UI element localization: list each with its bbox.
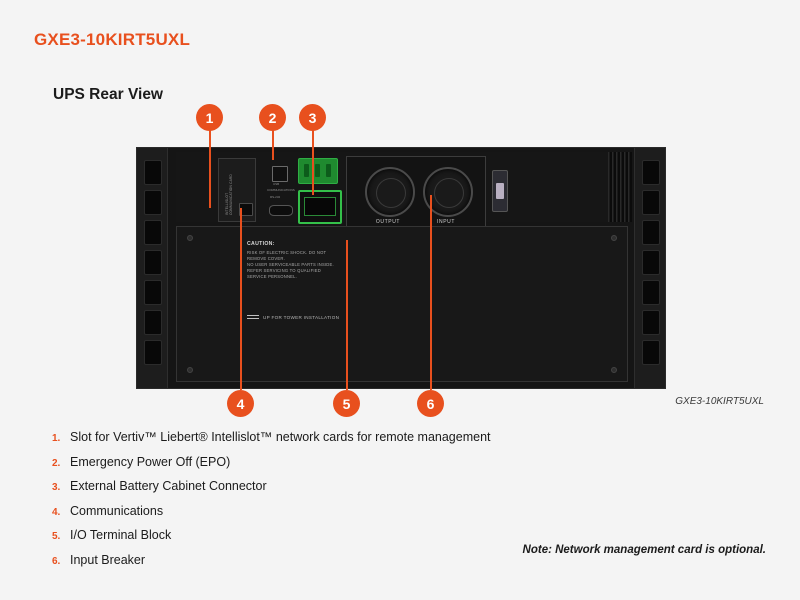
caution-line-5: SERVICE PERSONNEL. bbox=[247, 274, 298, 279]
caution-line-3: NO USER SERVICEABLE PARTS INSIDE. bbox=[247, 262, 334, 267]
service-cover-panel bbox=[176, 226, 628, 382]
legend-number: 3. bbox=[52, 482, 61, 493]
ups-chassis-illustration bbox=[136, 147, 666, 389]
leader-line-3 bbox=[312, 130, 314, 195]
view-subtitle: UPS Rear View bbox=[53, 86, 163, 103]
usb-port-label: USB bbox=[273, 182, 280, 186]
diagram-caption: GXE3-10KIRT5UXL bbox=[675, 396, 764, 407]
leader-line-4 bbox=[240, 208, 242, 390]
external-battery-connector[interactable] bbox=[298, 190, 342, 224]
tower-installation-note bbox=[247, 313, 339, 321]
io-terminal-block[interactable] bbox=[346, 156, 486, 228]
callout-1[interactable] bbox=[196, 104, 223, 131]
leader-line-1 bbox=[209, 130, 211, 208]
intellislot-card-slot[interactable] bbox=[218, 158, 256, 222]
legend-label: Input Breaker bbox=[70, 552, 146, 567]
legend-number: 6. bbox=[52, 555, 61, 567]
callout-1-number: 1 bbox=[205, 109, 214, 126]
input-breaker[interactable] bbox=[492, 170, 508, 212]
communications-label: COMMUNICATIONS bbox=[267, 188, 295, 192]
caution-line-4: REFER SERVICING TO QUALIFIED bbox=[247, 268, 322, 273]
callout-6-number: 6 bbox=[426, 395, 435, 412]
rack-ear-right bbox=[634, 148, 665, 388]
legend-number: 1. bbox=[52, 433, 61, 444]
output-outlet-icon bbox=[365, 167, 415, 217]
input-outlet-label: INPUT bbox=[437, 219, 455, 225]
page-title: GXE3-10KIRT5UXL bbox=[34, 30, 191, 49]
serial-port-icon bbox=[269, 205, 293, 216]
list-item bbox=[52, 528, 612, 542]
legend-label: Communications bbox=[70, 503, 164, 518]
callout-5-number: 5 bbox=[342, 395, 351, 412]
leader-line-6 bbox=[430, 195, 432, 390]
footnote: Note: Network management card is optional. bbox=[522, 544, 766, 556]
leader-line-5 bbox=[346, 240, 348, 390]
caution-line-2: REMOVE COVER. bbox=[247, 256, 285, 261]
caution-line-1: RISK OF ELECTRIC SHOCK. DO NOT bbox=[247, 250, 327, 255]
tower-installation-text: UP FOR TOWER INSTALLATION bbox=[263, 314, 340, 320]
callout-5[interactable] bbox=[333, 390, 360, 417]
legend-label: Slot for Vertiv™ Liebert® Intellislot™ network cards for remote management bbox=[70, 430, 491, 444]
legend-label: Emergency Power Off (EPO) bbox=[70, 454, 231, 469]
rack-ear-left bbox=[137, 148, 168, 388]
output-outlet-label: OUTPUT bbox=[375, 219, 401, 225]
legend-number: 4. bbox=[52, 506, 61, 518]
legend-number: 2. bbox=[52, 457, 61, 469]
callout-4[interactable] bbox=[227, 390, 254, 417]
communications-ports[interactable] bbox=[268, 166, 294, 216]
intellislot-slot-label: INTELLISLOT COMMUNICATION CARD bbox=[225, 174, 233, 215]
up-arrow-icon bbox=[247, 313, 259, 321]
caution-title: CAUTION: bbox=[247, 241, 275, 247]
chassis-rear-panel bbox=[168, 148, 634, 388]
legend-number: 5. bbox=[52, 531, 61, 542]
callout-6[interactable] bbox=[417, 390, 444, 417]
caution-label bbox=[247, 241, 407, 280]
list-item bbox=[52, 504, 612, 518]
callout-2[interactable] bbox=[259, 104, 286, 131]
leader-line-2 bbox=[272, 130, 274, 160]
serial-port-label: RS-232 bbox=[270, 195, 281, 199]
list-item bbox=[52, 455, 612, 469]
callout-3-number: 3 bbox=[308, 109, 317, 126]
callout-4-number: 4 bbox=[236, 395, 245, 412]
legend-label: External Battery Cabinet Connector bbox=[70, 479, 267, 493]
usb-port-icon bbox=[272, 166, 288, 182]
list-item bbox=[52, 479, 612, 493]
callout-2-number: 2 bbox=[268, 109, 277, 126]
legend-label: I/O Terminal Block bbox=[70, 528, 172, 542]
epo-connector[interactable] bbox=[298, 158, 338, 184]
callout-3[interactable] bbox=[299, 104, 326, 131]
list-item bbox=[52, 430, 612, 444]
